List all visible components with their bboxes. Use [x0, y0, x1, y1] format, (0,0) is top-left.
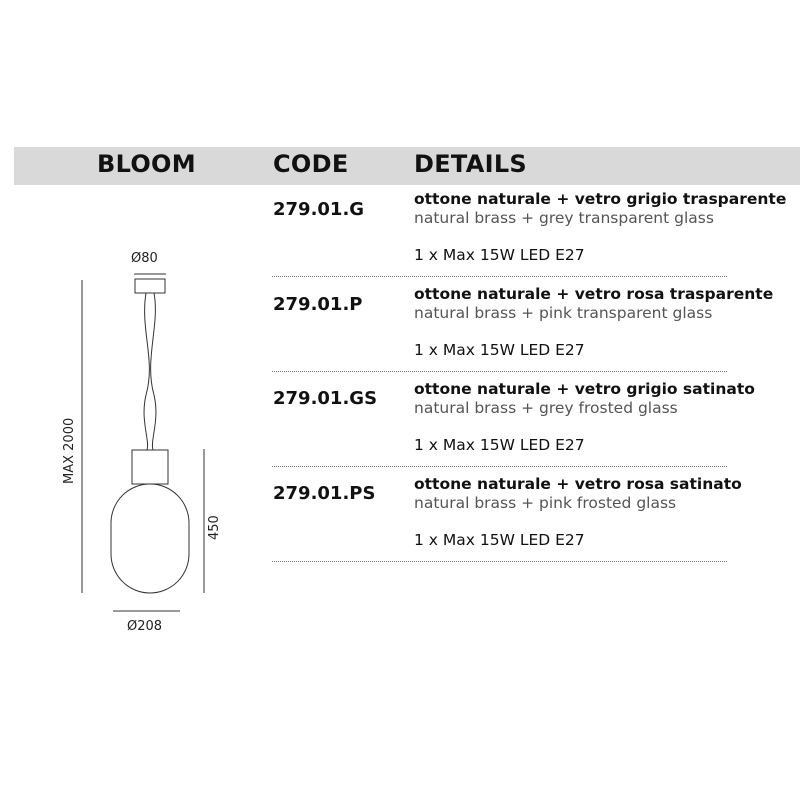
glass-diameter-label: Ø208 — [127, 619, 163, 634]
bulb-spec: 1 x Max 15W LED E27 — [414, 341, 585, 359]
bulb-spec: 1 x Max 15W LED E27 — [414, 436, 585, 454]
glass-diffuser — [111, 484, 189, 593]
max-height-label: MAX 2000 — [62, 417, 77, 484]
product-code: 279.01.GS — [273, 388, 378, 409]
suspension-cable — [144, 293, 149, 450]
description-italian: ottone naturale + vetro grigio trasparente — [414, 190, 787, 208]
description-italian: ottone naturale + vetro rosa trasparente — [414, 285, 774, 303]
code-column-heading: CODE — [273, 150, 349, 178]
description-english: natural brass + grey transparent glass — [414, 209, 714, 227]
brass-collar — [132, 450, 168, 484]
product-code: 279.01.P — [273, 294, 363, 315]
suspension-cable — [151, 293, 156, 450]
description-english: natural brass + pink frosted glass — [414, 494, 677, 512]
description-english: natural brass + pink transparent glass — [414, 304, 713, 322]
canopy-diameter-label: Ø80 — [131, 251, 158, 266]
lamp-height-label: 450 — [207, 515, 222, 540]
bulb-spec: 1 x Max 15W LED E27 — [414, 531, 585, 549]
description-italian: ottone naturale + vetro rosa satinato — [414, 475, 742, 493]
product-code: 279.01.PS — [273, 483, 376, 504]
details-column-heading: DETAILS — [414, 150, 528, 178]
canopy — [135, 279, 165, 293]
product-name-heading: BLOOM — [97, 150, 196, 178]
bulb-spec: 1 x Max 15W LED E27 — [414, 246, 585, 264]
description-italian: ottone naturale + vetro grigio satinato — [414, 380, 755, 398]
product-code: 279.01.G — [273, 199, 365, 220]
description-english: natural brass + grey frosted glass — [414, 399, 678, 417]
